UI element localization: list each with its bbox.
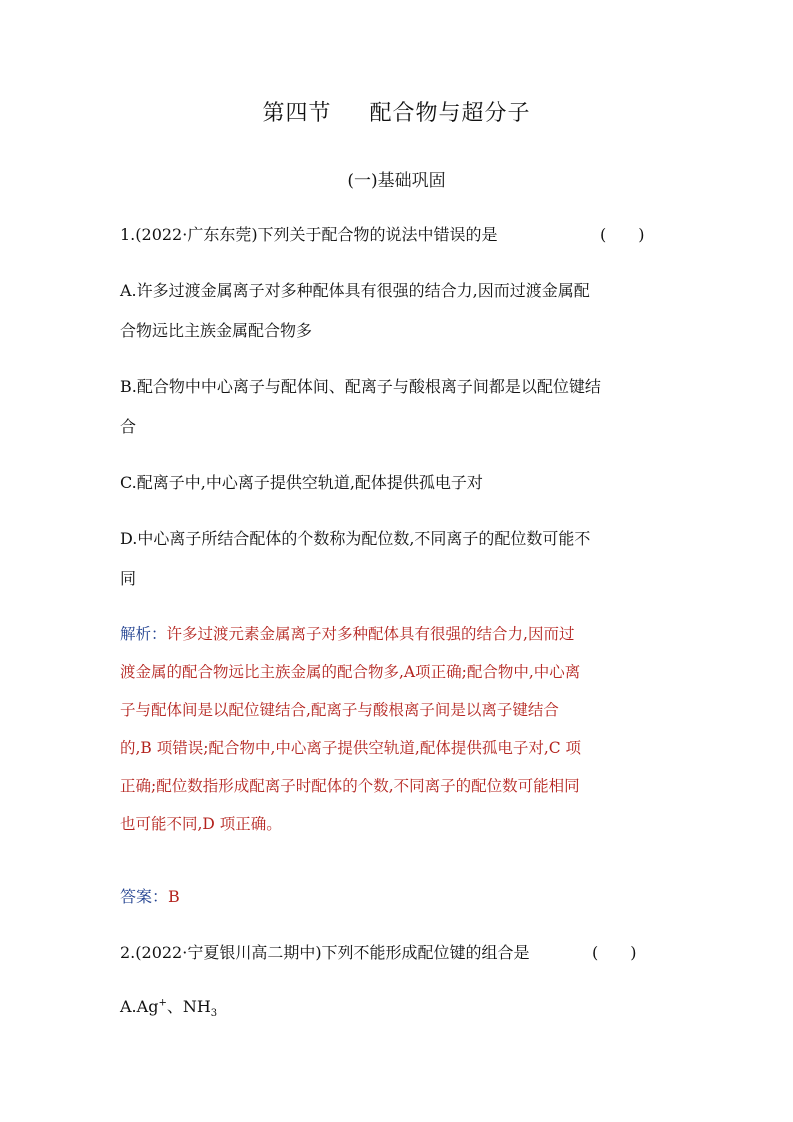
section-number: 第四节	[262, 101, 332, 126]
q1-analysis-line5: 正确;配位数指形成配离子时配体的个数,不同离子的配位数可能相同	[120, 777, 580, 795]
q1-analysis-line4: 的,B 项错误;配合物中,中心离子提供空轨道,配体提供孤电子对,C 项	[120, 739, 582, 757]
q1-option-a-line1: A.许多过渡金属离子对多种配体具有很强的结合力,因而过渡金属配	[120, 281, 590, 300]
section-title	[0, 96, 793, 127]
q1-analysis-line1	[120, 622, 680, 644]
subsection-heading: (一)基础巩固	[347, 171, 446, 191]
q2-answer-blank: ( )	[592, 943, 637, 962]
q1-stem: 1.(2022·广东东莞)下列关于配合物的说法中错误的是	[120, 225, 498, 244]
q2-option-a-prefix: A.Ag	[120, 997, 159, 1016]
analysis-text-1: 许多过渡元素金属离子对多种配体具有很强的结合力,因而过	[166, 625, 575, 643]
q1-option-d-line2: 同	[120, 569, 137, 588]
q1-option-c: C.配离子中,中心离子提供空轨道,配体提供孤电子对	[120, 473, 483, 492]
q2-option-a	[120, 994, 680, 1019]
q1-option-b-line2: 合	[120, 417, 137, 436]
answer-value: B	[168, 887, 180, 906]
q1-option-a-line2: 合物远比主族金属配合物多	[120, 321, 313, 340]
q2-option-a-middle: 、NH	[166, 997, 211, 1016]
q1-answer	[120, 884, 680, 907]
answer-label: 答案：	[120, 887, 169, 906]
q2-stem: 2.(2022·宁夏银川高二期中)下列不能形成配位键的组合是	[120, 943, 530, 962]
q2-option-a-charge: +	[158, 997, 167, 1009]
section-name: 配合物与超分子	[369, 101, 531, 126]
q1-answer-blank: ( )	[600, 225, 645, 244]
q1-option-d-line1: D.中心离子所结合配体的个数称为配位数,不同离子的配位数可能不	[120, 529, 591, 548]
q2-option-a-subscript: 3	[210, 1008, 218, 1020]
q1-analysis-line6: 也可能不同,D 项正确。	[120, 815, 282, 833]
q1-analysis-line3: 子与配体间是以配位键结合,配离子与酸根离子间是以离子键结合	[120, 701, 559, 719]
q1-option-b-line1: B.配合物中中心离子与配体间、配离子与酸根离子间都是以配位键结	[120, 377, 601, 396]
analysis-label: 解析：	[120, 625, 167, 643]
q1-analysis-line2: 渡金属的配合物远比主族金属的配合物多,A项正确;配合物中,中心离	[120, 663, 581, 681]
